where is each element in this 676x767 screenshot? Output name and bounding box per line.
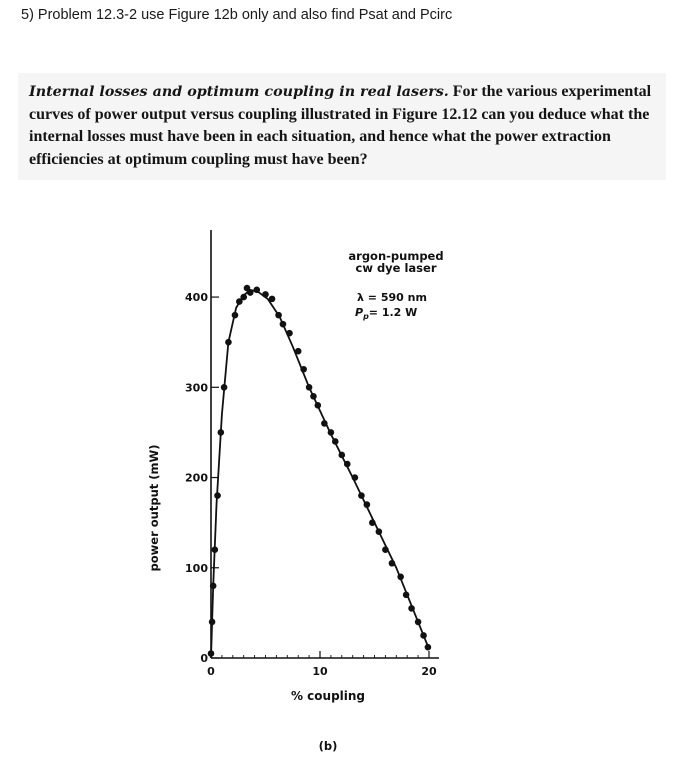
data-point	[415, 619, 422, 626]
x-tick-label: 20	[421, 665, 437, 678]
data-point	[275, 312, 282, 319]
data-point	[408, 605, 415, 612]
data-point	[364, 501, 371, 508]
y-axis-label: power output (mW)	[147, 444, 161, 572]
excerpt-lead: Internal losses and optimum coupling in real lasers.	[29, 84, 449, 100]
pump-value: = 1.2 W	[368, 306, 418, 319]
power-curve	[211, 290, 429, 658]
data-point	[210, 583, 217, 590]
data-point	[214, 492, 221, 499]
y-tick-label: 200	[185, 471, 208, 485]
data-point	[420, 632, 427, 639]
chart-ticks	[185, 291, 437, 678]
data-point	[376, 528, 383, 535]
data-point	[369, 519, 376, 526]
data-point	[425, 644, 432, 651]
data-point	[358, 492, 365, 499]
wavelength-label: λ = 590 nm	[357, 291, 427, 304]
data-point	[286, 330, 293, 337]
data-point	[232, 312, 239, 319]
data-point	[300, 366, 307, 373]
pump-power-label	[355, 306, 417, 321]
chart-curve-group	[211, 290, 429, 658]
y-tick-label: 100	[185, 561, 208, 575]
textbook-excerpt	[18, 73, 666, 180]
data-point	[382, 546, 389, 553]
data-point	[280, 321, 287, 328]
data-point	[208, 650, 215, 657]
power-vs-coupling-chart	[146, 202, 506, 762]
data-point	[332, 438, 339, 445]
data-point	[344, 461, 351, 468]
y-tick-label: 400	[185, 291, 208, 305]
data-point	[397, 573, 404, 580]
panel-label: (b)	[318, 739, 338, 753]
data-point	[240, 294, 247, 301]
data-point	[315, 402, 322, 409]
data-point	[310, 393, 317, 400]
data-point	[295, 348, 302, 355]
data-point	[306, 384, 313, 391]
data-point	[212, 546, 219, 553]
data-point	[403, 592, 410, 599]
data-point	[339, 452, 346, 459]
x-tick-label: 0	[207, 665, 215, 678]
y-tick-label: 300	[185, 381, 208, 395]
chart-points	[208, 285, 432, 657]
data-point	[321, 420, 328, 427]
data-point	[389, 560, 396, 567]
annotation-line2: cw dye laser	[355, 261, 437, 275]
data-point	[225, 339, 232, 346]
data-point	[221, 384, 228, 391]
problem-title: 5) Problem 12.3-2 use Figure 12b only and also find Psat and Pcirc	[21, 7, 453, 23]
excerpt-body: For the various experimental curves of power output versus coupling illustrated in Figure 12.12 can you deduce what the internal losses must have been in each situation, and hence what the power extraction efficiencies at optimum coupling must have been?	[29, 83, 652, 168]
data-point	[209, 619, 216, 626]
data-point	[352, 474, 359, 481]
y-tick-label: 0	[200, 652, 208, 665]
x-tick-label: 10	[312, 665, 328, 678]
data-point	[218, 429, 225, 436]
annotation-line1: argon-pumped	[348, 249, 444, 263]
figure-panel	[146, 202, 506, 762]
data-point	[253, 287, 260, 294]
pump-symbol: P	[355, 306, 364, 319]
data-point	[269, 296, 276, 303]
pump-subscript: p	[363, 312, 369, 321]
data-point	[247, 289, 254, 296]
data-point	[262, 291, 269, 298]
x-axis-label: % coupling	[290, 689, 366, 703]
data-point	[328, 429, 335, 436]
